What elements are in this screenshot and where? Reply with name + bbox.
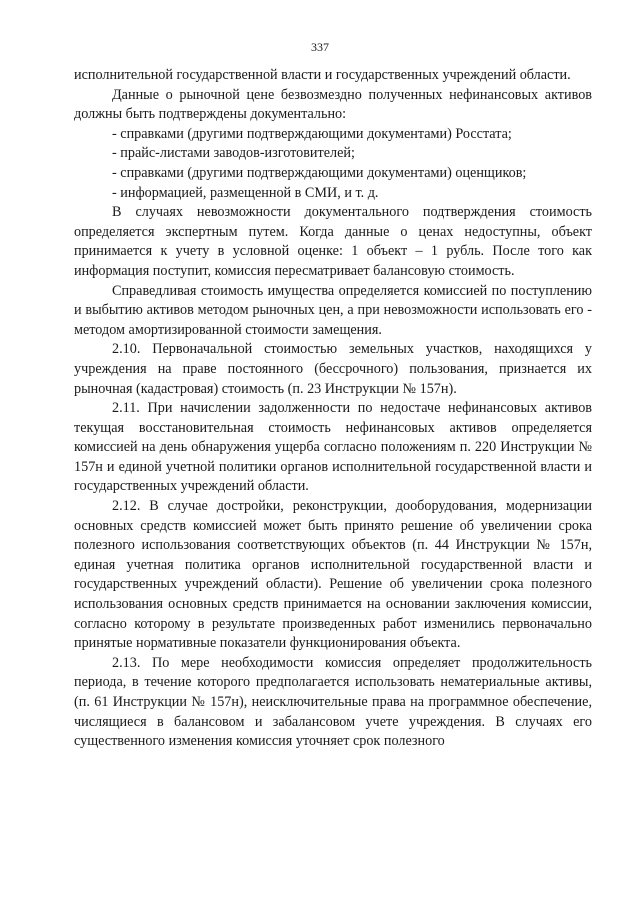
list-item: - информацией, размещенной в СМИ, и т. д. xyxy=(112,184,379,201)
paragraph-section-2-10: 2.10. Первоначальной стоимостью земельных участков, находящихся у учреждения на праве постоянного (бессрочного) пользования, признается их рыночная (кадастровая) стоимость (п. 23 Инструкции № 157н). xyxy=(74,341,592,397)
list-item: - прайс-листами заводов-изготовителей; xyxy=(112,145,355,162)
paragraph-expert-valuation: В случаях невозможности документального подтверждения стоимость определяется экспертным путем. Когда данные о ценах недоступны, объект принимается к учету в условной оценке: 1 объект – 1 рубль. После того как информация поступит, комиссия пересматривает балансовую стоимость. xyxy=(74,204,592,279)
paragraph-continuation: исполнительной государственной власти и государственных учреждений области. xyxy=(74,67,571,83)
list-item: - справками (другими подтверждающими документами) Росстата; xyxy=(112,125,512,142)
document-body xyxy=(74,66,592,752)
paragraph-market-price-intro: Данные о рыночной цене безвозмездно полученных нефинансовых активов должны быть подтверждены документально: xyxy=(74,86,592,123)
paragraph-section-2-11: 2.11. При начислении задолженности по недостаче нефинансовых активов текущая восстановительная стоимость нефинансовых активов определяется комиссией на день обнаружения ущерба согласно положениям п. 220 Инструкции № 157н и единой учетной политики органов исполнительной государственной власти и государственных учреждений области. xyxy=(74,400,592,495)
paragraph-section-2-13: 2.13. По мере необходимости комиссия определяет продолжительность периода, в течение которого предполагается использовать нематериальные активы, (п. 61 Инструкции № 157н), неисключительные права на программное обеспечение, числящиеся в балансовом и забалансовом учете учреждения. В случаях его существенного изменения комиссия уточняет срок полезного xyxy=(74,654,592,750)
paragraph-fair-value: Справедливая стоимость имущества определяется комиссией по поступлению и выбытию активов методом рыночных цен, а при невозможности использовать его - методом амортизированной стоимости замещения. xyxy=(74,282,592,338)
paragraph-section-2-12: 2.12. В случае достройки, реконструкции, дооборудования, модернизации основных средств комиссией может быть принято решение об увеличении срока полезного использования соответствующих объектов (п. 44 Инструкции № 157н, единая учетная политика органов исполнительной государственной власти и государственных учреждений области). Решение об увеличении срока полезного использования основных средств принимается на основании заключения комиссии, согласно которому в результате произведенных работ изменились первоначально принятые нормативные показатели функционирования объекта. xyxy=(74,498,592,652)
list-item: - справками (другими подтверждающими документами) оценщиков; xyxy=(112,164,527,181)
page-number: 337 xyxy=(311,40,329,54)
